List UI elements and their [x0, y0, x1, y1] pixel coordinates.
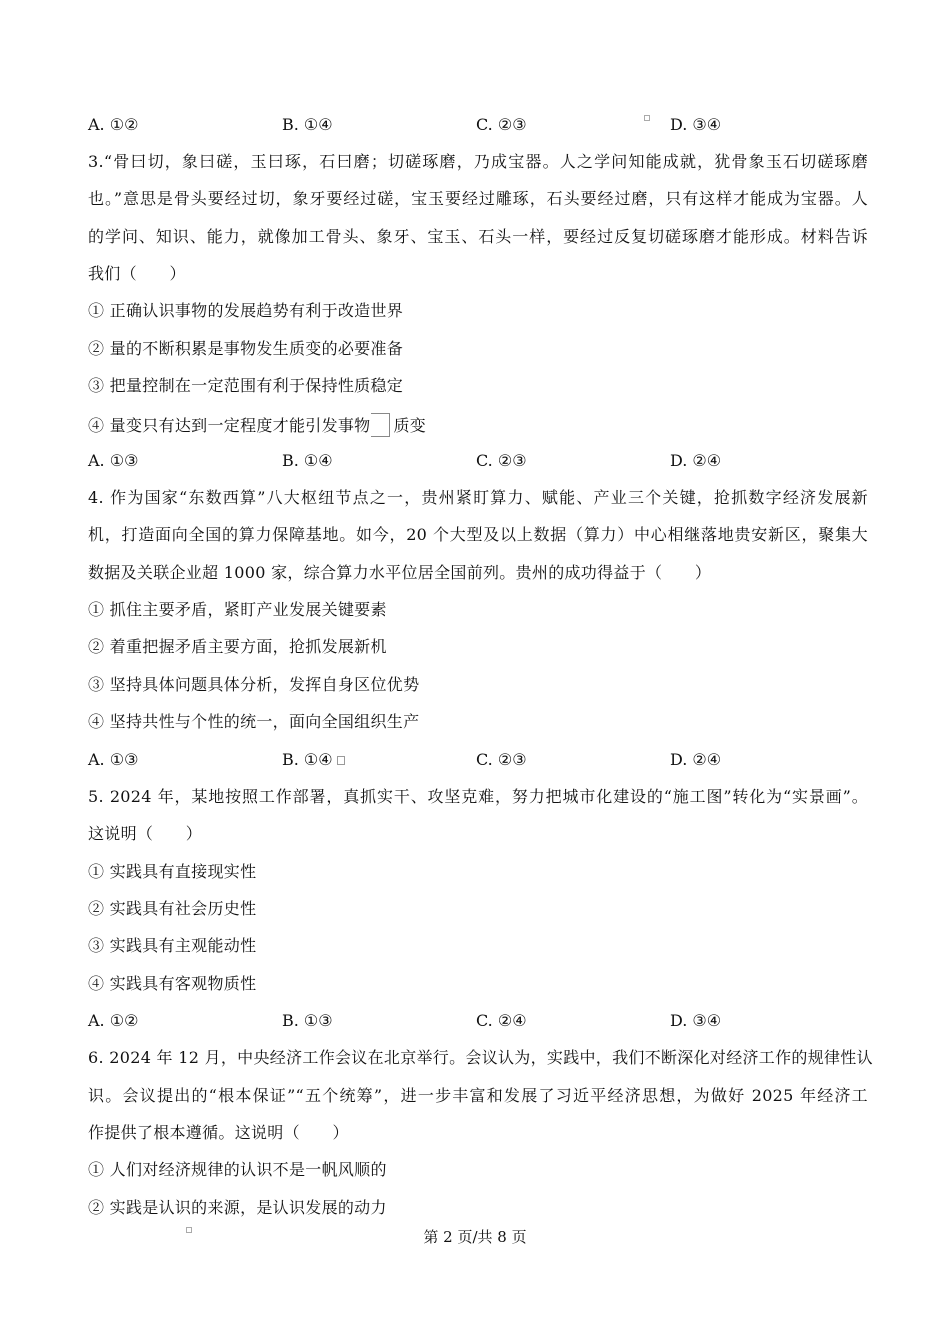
q5-option-a[interactable]: A. ①② [88, 1011, 139, 1030]
q4-stem-line-1: 4. 作为国家“东数西算”八大枢纽节点之一，贵州紧盯算力、赋能、产业三个关键，抢抓数字经济发展新 [88, 488, 868, 507]
q3-item-3: ③ 把量控制在一定范围有利于保持性质稳定 [88, 376, 404, 395]
q3-options [88, 451, 868, 471]
q5-item-4: ④ 实践具有客观物质性 [88, 974, 257, 993]
q4-item-1: ① 抓住主要矛盾，紧盯产业发展关键要素 [88, 600, 387, 619]
q5-option-b[interactable]: B. ①③ [282, 1011, 333, 1030]
q4-item-2: ② 着重把握矛盾主要方面，抢抓发展新机 [88, 637, 387, 656]
q3-item-1: ① 正确认识事物的发展趋势有利于改造世界 [88, 301, 404, 320]
q5-option-c[interactable]: C. ②④ [476, 1011, 527, 1030]
q4-option-a[interactable]: A. ①③ [88, 750, 139, 769]
q5-options [88, 1011, 868, 1031]
q5-stem-line-1: 5. 2024 年，某地按照工作部署，真抓实干、攻坚克难，努力把城市化建设的“施工图”转化为“实景画”。 [88, 787, 868, 806]
q5-item-3: ③ 实践具有主观能动性 [88, 936, 257, 955]
q4-option-c[interactable]: C. ②③ [476, 750, 527, 769]
q5-stem-line-2: 这说明（ ） [88, 824, 203, 843]
q4-stem-line-2: 机，打造面向全国的算力保障基地。如今，20 个大型及以上数据（算力）中心相继落地贵安新区，聚集大 [88, 525, 868, 544]
q3-stem-line-1: 3.“骨曰切，象曰磋，玉曰琢，石曰磨；切磋琢磨，乃成宝器。人之学问知能成就，犹骨象玉石切磋琢磨 [88, 152, 868, 171]
q2-option-b[interactable]: B. ①④ [282, 115, 333, 134]
scan-mark-icon [644, 115, 650, 121]
q4-option-d[interactable]: D. ②④ [670, 750, 722, 769]
q3-option-b[interactable]: B. ①④ [282, 451, 333, 470]
q3-stem-line-2: 也。”意思是骨头要经过切，象牙要经过磋，宝玉要经过雕琢，石头要经过磨，只有这样才能成为宝器。人 [88, 189, 868, 208]
q3-item-2: ② 量的不断积累是事物发生质变的必要准备 [88, 339, 404, 358]
q3-option-a[interactable]: A. ①③ [88, 451, 139, 470]
q4-item-4: ④ 坚持共性与个性的统一，面向全国组织生产 [88, 712, 420, 731]
q6-stem-line-2: 识。会议提出的“根本保证”“五个统筹”，进一步丰富和发展了习近平经济思想，为做好 2025 年经济工 [88, 1086, 868, 1105]
q3-option-c[interactable]: C. ②③ [476, 451, 527, 470]
q3-stem-line-4: 我们（ ） [88, 264, 186, 283]
q3-item-4-text-start: ④ 量变只有达到一定程度才能引发事物 [88, 416, 371, 435]
q2-option-c[interactable]: C. ②③ [476, 115, 527, 134]
q3-stem-line-3: 的学问、知识、能力，就像加工骨头、象牙、宝玉、石头一样，要经过反复切磋琢磨才能形成。材料告诉 [88, 227, 868, 246]
q5-option-d[interactable]: D. ③④ [670, 1011, 722, 1030]
q4-options [88, 750, 868, 770]
q4-option-b[interactable] [282, 750, 345, 770]
page-footer: 第 2 页/共 8 页 [423, 1228, 527, 1246]
q6-item-1: ① 人们对经济规律的认识不是一帆风顺的 [88, 1160, 387, 1179]
q5-item-2: ② 实践具有社会历史性 [88, 899, 257, 918]
q3-option-d[interactable]: D. ②④ [670, 451, 722, 470]
q6-stem-line-3: 作提供了根本遵循。这说明（ ） [88, 1123, 349, 1142]
q2-options [88, 115, 868, 135]
q4-option-b-label: B. ①④ [282, 750, 333, 769]
q6-item-2: ② 实践是认识的来源，是认识发展的动力 [88, 1198, 387, 1217]
q2-option-d[interactable]: D. ③④ [670, 115, 722, 134]
q6-stem-line-1: 6. 2024 年 12 月，中央经济工作会议在北京举行。会议认为，实践中，我们不断深化对经济工作的规律性认 [88, 1048, 873, 1067]
answer-blank-box [371, 413, 390, 437]
q4-item-3: ③ 坚持具体问题具体分析，发挥自身区位优势 [88, 675, 420, 694]
q5-item-1: ① 实践具有直接现实性 [88, 862, 257, 881]
q3-item-4 [88, 413, 868, 437]
q4-stem-line-3: 数据及关联企业超 1000 家，综合算力水平位居全国前列。贵州的成功得益于（ ） [88, 563, 712, 582]
scan-mark-icon [337, 756, 345, 765]
q2-option-a[interactable]: A. ①② [88, 115, 139, 134]
q3-item-4-text-end: 质变 [393, 416, 427, 435]
